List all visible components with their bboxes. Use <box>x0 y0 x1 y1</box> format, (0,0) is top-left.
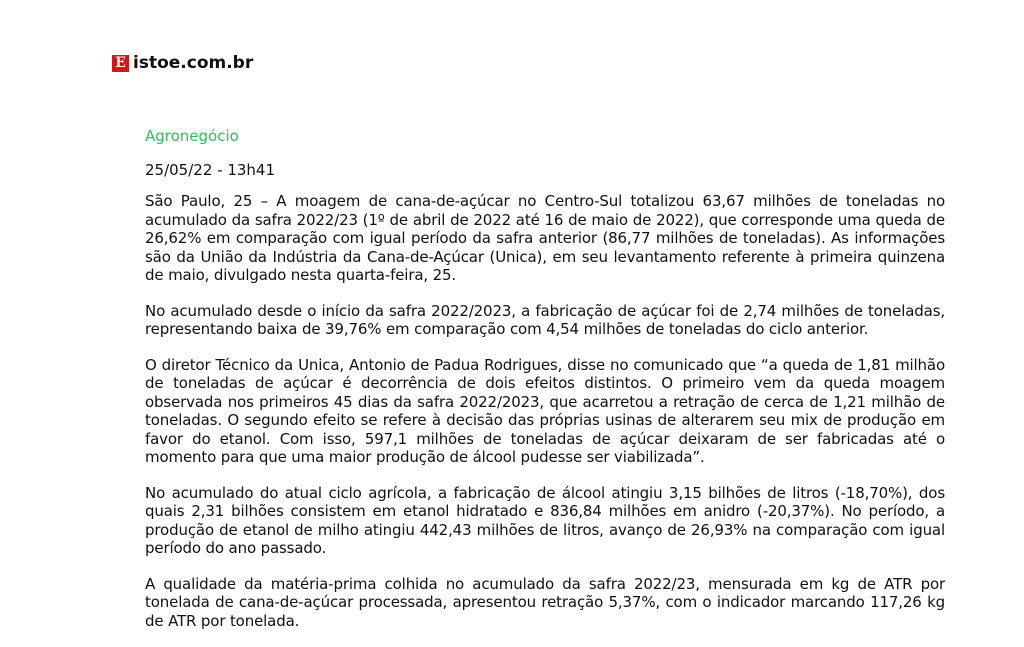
article-paragraph-5: A qualidade da matéria-prima colhida no acumulado da safra 2022/23, mensurada em kg de ATR por tonelada de cana-de-açúcar processada, apresentou retração 5,37%, com o indicador marcando 117,26 kg de ATR por tonelada. <box>145 574 945 630</box>
article-category[interactable]: Agronegócio <box>145 127 239 145</box>
article-paragraph-2: No acumulado desde o início da safra 2022/2023, a fabricação de açúcar foi de 2,74 milhões de toneladas, representando baixa de 39,76% em comparação com 4,54 milhões de toneladas do ciclo anterior. <box>145 301 945 338</box>
article-body <box>145 126 945 647</box>
site-header <box>112 53 253 73</box>
article-timestamp: 25/05/22 - 13h41 <box>145 161 275 179</box>
article-paragraph-3: O diretor Técnico da Unica, Antonio de Padua Rodrigues, disse no comunicado que “a queda de 1,81 milhão de toneladas de açúcar é decorrência de dois efeitos distintos. O primeiro vem da queda moagem observada nos primeiros 45 dias da safra 2022/2023, que acarretou a retração de cerca de 1,21 milhão de toneladas. O segundo efeito se refere à decisão das próprias usinas de alterarem seu mix de produção em favor do etanol. Com isso, 597,1 milhões de toneladas de açúcar deixaram de ser fabricadas até o momento para que uma maior produção de álcool pudesse ser viabilizada”. <box>145 355 945 466</box>
article-paragraph-1: São Paulo, 25 – A moagem de cana-de-açúcar no Centro-Sul totalizou 63,67 milhões de toneladas no acumulado da safra 2022/23 (1º de abril de 2022 até 16 de maio de 2022), que corresponde uma queda de 26,62% em comparação com igual período da safra anterior (86,77 milhões de toneladas). As informações são da União da Indústria da Cana-de-Açúcar (Unica), em seu levantamento referente à primeira quinzena de maio, divulgado nesta quarta-feira, 25. <box>145 192 945 284</box>
site-name-link[interactable]: istoe.com.br <box>133 53 254 73</box>
article-paragraph-4: No acumulado do atual ciclo agrícola, a fabricação de álcool atingiu 3,15 bilhões de litros (-18,70%), dos quais 2,31 bilhões consistem em etanol hidratado e 836,84 milhões em anidro (-20,37%). No período, a produção de etanol de milho atingiu 442,43 milhões de litros, avanço de 26,93% na comparação com igual período do ano passado. <box>145 483 945 557</box>
site-logo-icon[interactable]: E <box>112 55 129 72</box>
